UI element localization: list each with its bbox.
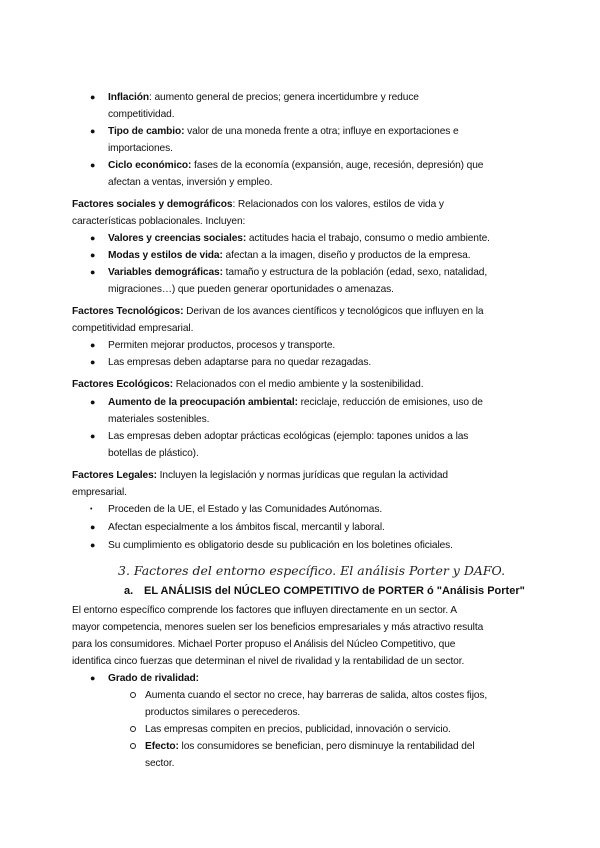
circle-bullet [130,692,136,698]
bullet: ● [90,233,96,243]
definition: afectan a la imagen, diseño y productos de la empresa. [222,250,471,261]
list-item-cont: migraciones…) que pueden generar oportunidades o amenazas. [108,284,394,295]
term: Inflación [108,92,149,103]
definition: reciclaje, reducción de emisiones, uso de [297,397,483,408]
term: Factores Legales: [72,470,157,481]
bullet: ● [90,397,96,407]
paragraph-cont: competitividad empresarial. [72,323,194,334]
subsection-letter: a. [124,585,134,597]
list-item-ciclo [108,158,483,173]
subsection-title: EL ANÁLISIS del NÚCLEO COMPETITIVO de PORTER ó "Análisis Porter" [144,585,525,597]
bullet: ● [90,250,96,260]
definition: Derivan de los avances científicos y tecnológicos que influyen en la [183,306,484,317]
list-item-cont: competitividad. [108,109,175,120]
intro-line: para los consumidores. Michael Porter propuso el Análisis del Núcleo Competitivo, que [72,639,456,650]
intro-line: El entorno específico comprende los factores que influyen directamente en un sector. A [72,605,457,616]
intro-line: mayor competencia, menores suelen ser los beneficios empresariales y más atractivo resulta [72,622,484,633]
list-item-inflacion [108,90,419,105]
bullet: ● [90,673,96,683]
sub-item: Las empresas compiten en precios, publicidad, innovación o servicio. [145,724,451,735]
list-item [108,395,483,410]
list-item: Afectan especialmente a los ámbitos fiscal, mercantil y laboral. [108,522,385,533]
paragraph-tecnologicos [72,304,483,319]
term: Factores Ecológicos: [72,379,174,390]
section-heading: 3. Factores del entorno específico. El análisis Porter y DAFO. [118,563,506,578]
bullet: ● [90,522,96,532]
circle-bullet [130,726,136,732]
term: Factores sociales y demográficos [72,199,233,210]
list-item: Permiten mejorar productos, procesos y transporte. [108,340,336,351]
list-item-cont: botellas de plástico). [108,448,199,459]
term: Valores y creencias sociales: [108,233,247,244]
list-item [108,231,490,246]
definition: Incluyen la legislación y normas jurídicas que regulan la actividad [156,470,449,481]
sub-item: Aumenta cuando el sector no crece, hay barreras de salida, altos costes fijos, [145,690,488,701]
list-item: Proceden de la UE, el Estado y las Comunidades Autónomas. [108,504,383,515]
term: Aumento de la preocupación ambiental: [108,397,298,408]
bullet: • [90,506,93,513]
list-item: Las empresas deben adoptar prácticas ecológicas (ejemplo: tapones unidos a las [108,431,469,442]
paragraph-legales [72,468,448,483]
term: Tipo de cambio: [108,126,185,137]
paragraph-cont: empresarial. [72,487,127,498]
definition: fases de la economía (expansión, auge, recesión, depresión) que [191,160,484,171]
list-item: Las empresas deben adaptarse para no quedar rezagadas. [108,357,372,368]
term: Modas y estilos de vida: [108,250,223,261]
bullet: ● [90,431,96,441]
bullet: ● [90,267,96,277]
sub-item-cont: productos similares o perecederos. [145,707,301,718]
definition: tamaño y estructura de la población (edad, sexo, natalidad, [222,267,488,278]
definition: valor de una moneda frente a otra; influye en exportaciones e [184,126,459,137]
paragraph-ecologicos [72,377,423,392]
bullet: ● [90,357,96,367]
sub-item-cont: sector. [145,758,175,769]
term: Variables demográficas: [108,267,223,278]
bullet: ● [90,340,96,350]
paragraph-cont: características poblacionales. Incluyen: [72,216,246,227]
intro-line: identifica cinco fuerzas que determinan el nivel de rivalidad y la rentabilidad de un sector. [72,656,465,667]
bullet: ● [90,160,96,170]
term: Efecto: [145,741,179,752]
list-item: Su cumplimiento es obligatorio desde su publicación en los boletines oficiales. [108,540,453,551]
bullet: ● [90,92,96,102]
definition: : aumento general de precios; genera incertidumbre y reduce [148,92,419,103]
list-item [108,265,487,280]
term: Ciclo económico: [108,160,192,171]
list-item-tipo-cambio [108,124,459,139]
rivalidad-title: Grado de rivalidad: [108,673,199,684]
definition: actitudes hacia el trabajo, consumo o medio ambiente. [246,233,490,244]
term: Factores Tecnológicos: [72,306,184,317]
definition: : Relacionados con los valores, estilos de vida y [232,199,444,210]
sub-item [145,739,475,754]
circle-bullet [130,743,136,749]
definition: Relacionados con el medio ambiente y la sostenibilidad. [173,379,424,390]
paragraph-sociales [72,197,444,212]
definition: los consumidores se benefician, pero disminuye la rentabilidad del [178,741,475,752]
list-item-cont: afectan a ventas, inversión y empleo. [108,177,273,188]
list-item-cont: importaciones. [108,143,173,154]
list-item [108,248,470,263]
bullet: ● [90,126,96,136]
list-item-cont: materiales sostenibles. [108,414,210,425]
bullet: ● [90,540,96,550]
